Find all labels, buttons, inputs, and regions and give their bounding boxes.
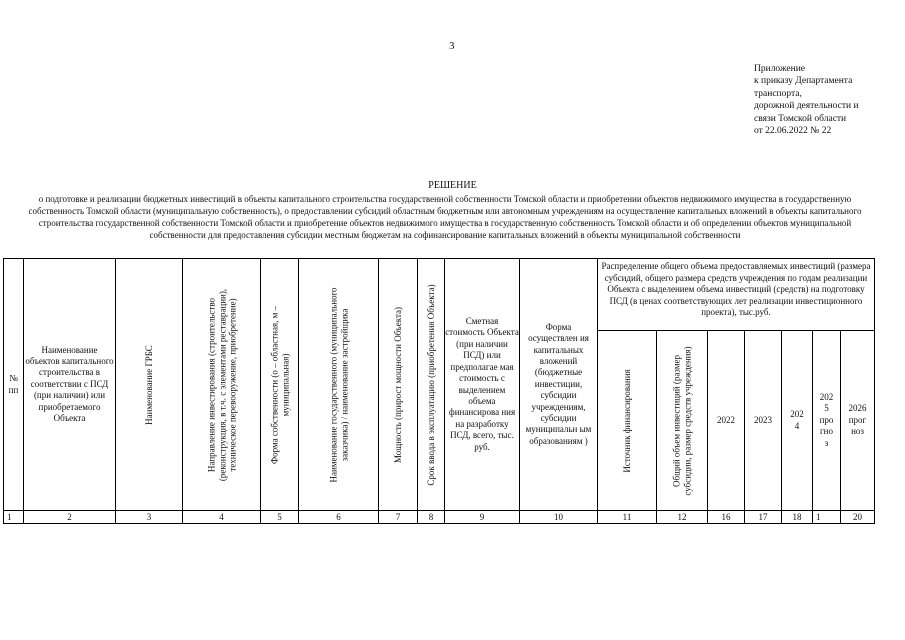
header-capacity: Мощность (прирост мощности Объекта) (379, 259, 418, 511)
appendix-line: дорожной деятельности и (754, 101, 859, 112)
column-number: 3 (116, 511, 183, 524)
column-number: 2 (24, 511, 116, 524)
column-number: 17 (745, 511, 782, 524)
appendix-line: от 22.06.2022 № 22 (754, 126, 832, 137)
header-grbs: Наименование ГРБС (116, 259, 183, 511)
column-number: 1 (813, 511, 841, 524)
column-number: 18 (782, 511, 813, 524)
header-year-2024: 202 4 (782, 331, 813, 511)
column-number: 20 (841, 511, 875, 524)
appendix-line: транспорта, (754, 88, 802, 99)
column-number: 7 (379, 511, 418, 524)
column-number: 11 (598, 511, 657, 524)
document-subtitle: о подготовке и реализации бюджетных инвестиций в объекты капитального строительства государственной собственности Томской области и приобретении объектов недвижимого имущества в государственную собственность Томской области (муниципальную собственность), о предоставлении субсидий областным бюджетным или автономным учреждениям на осуществление капитальных вложений в объекты капитального строительства государственной собственности Томской области и приобретение объектов недвижимого имущества в государственную собственность Томской области и об определении объектов муниципальной собственности для предоставления субсидии местным бюджетам на софинансирование капитальных вложений в объекты муниципальной собственности (28, 194, 862, 240)
header-year-2023: 2023 (745, 331, 782, 511)
header-form: Форма осуществлен ия капитальных вложений (бюджетные инвестиции, субсидии учреждениям, субсидии муниципальн ым образованиям ) (520, 259, 598, 511)
header-year-2025: 202 5 про гно з (813, 331, 841, 511)
page-number: 3 (449, 40, 455, 52)
column-number-row (4, 511, 875, 524)
appendix-line: к приказу Департамента (754, 76, 853, 87)
column-number: 1 (4, 511, 24, 524)
appendix-line: Приложение (754, 64, 805, 74)
column-number: 16 (708, 511, 745, 524)
column-number: 4 (183, 511, 261, 524)
header-object-name: Наименование объектов капитального строительства в соответствии с ПСД (при наличии) или приобретаемого Объекта (24, 259, 116, 511)
column-number: 6 (299, 511, 379, 524)
column-number: 5 (261, 511, 299, 524)
header-total-volume: Общий объем инвестиций (размер субсидии, размер средств учреждения) (657, 331, 708, 511)
header-source: Источник финансирования (598, 331, 657, 511)
header-year-2026: 2026 прог ноз (841, 331, 875, 511)
header-num: № пп (4, 259, 24, 511)
appendix-line: связи Томской области (754, 113, 847, 124)
decision-table (3, 258, 875, 524)
column-number: 12 (657, 511, 708, 524)
column-number: 10 (520, 511, 598, 524)
appendix-block (754, 63, 859, 137)
column-number: 9 (445, 511, 520, 524)
column-number: 8 (418, 511, 445, 524)
header-ownership: Форма собственности (о – областная, м – муниципальная) (261, 259, 299, 511)
document-title: РЕШЕНИЕ (428, 180, 477, 191)
header-term: Срок ввода в эксплуатацию (приобретения Объекта) (418, 259, 445, 511)
header-distribution: Распределение общего объема предоставляемых инвестиций (размера субсидий, общего размера средств учреждения по годам реализации Объекта с выделением объема инвестиций (средств) на подготовку ПСД (в ценах соответствующих лет реализации инвестиционного проекта), тыс.руб. (598, 259, 875, 331)
header-customer: Наименование государственного (муниципального заказчика) / наименование застройщика (299, 259, 379, 511)
header-estimate: Сметная стоимость Объекта (при наличии ПСД) или предполагае мая стоимость с выделением объема финансирова ния на разработку ПСД, всего, тыс. руб. (445, 259, 520, 511)
header-direction: Направление инвестирования (строительство (реконструкция, в т.ч. с элементами реставрации), техническое перевооружение, приобретение) (183, 259, 261, 511)
header-year-2022: 2022 (708, 331, 745, 511)
